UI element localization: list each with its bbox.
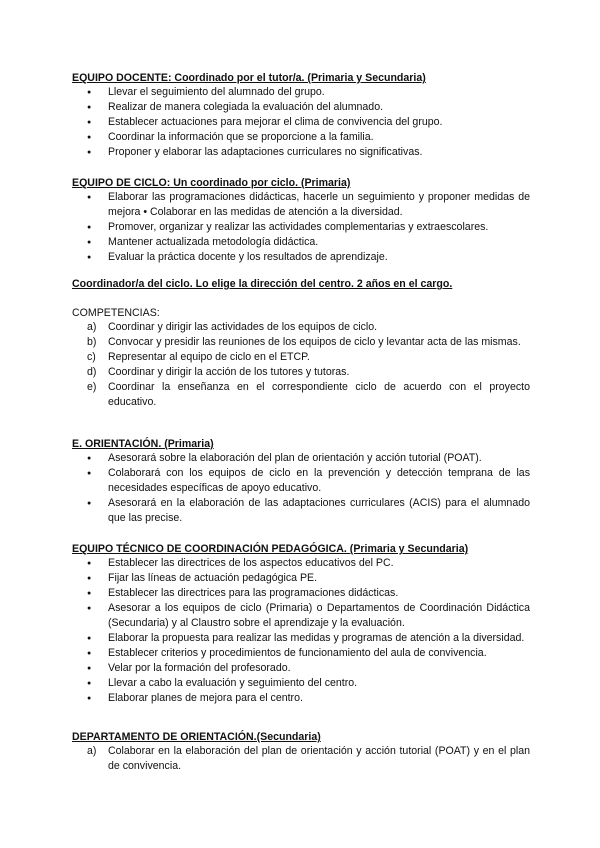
competencias-label: COMPETENCIAS: xyxy=(72,307,160,319)
list-item: ● Fijar las líneas de actuación pedagógica PE. xyxy=(72,571,530,586)
list-marker: d) xyxy=(87,366,97,378)
list-item: ● Elaborar la propuesta para realizar las medidas y programas de atención a la diversidad. xyxy=(72,631,530,646)
list-item: ● Asesorar a los equipos de ciclo (Primaria) o Departamentos de Coordinación Didáctica (Secundaria) y al Claustro sobre el aprendizaje y la evaluación. xyxy=(72,601,530,631)
list-item-text: Coordinar y dirigir la acción de los tutores y tutoras. xyxy=(108,366,350,378)
section-heading: EQUIPO DOCENTE: Coordinado por el tutor/a. (Primaria y Secundaria) xyxy=(72,72,426,84)
lettered-list xyxy=(72,320,530,410)
competencias-block xyxy=(72,306,530,410)
section-coordinador-ciclo xyxy=(72,277,530,291)
list-item: ● Mantener actualizada metodología didáctica. xyxy=(72,235,530,250)
section-heading: Coordinador/a del ciclo. Lo elige la dirección del centro. 2 años en el cargo. xyxy=(72,278,453,290)
bullet-list xyxy=(72,451,530,526)
section-heading: EQUIPO TÉCNICO DE COORDINACIÓN PEDAGÓGICA. (Primaria y Secundaria) xyxy=(72,543,469,555)
list-item xyxy=(72,335,530,350)
list-marker: c) xyxy=(87,351,96,363)
list-item: ● Promover, organizar y realizar las actividades complementarias y extraescolares. xyxy=(72,220,530,235)
section-etcp xyxy=(72,542,530,706)
list-item: ● Establecer las directrices de los aspectos educativos del PC. xyxy=(72,556,530,571)
list-item: ● Coordinar la información que se proporcione a la familia. xyxy=(72,130,530,145)
list-item: ● Llevar el seguimiento del alumnado del grupo. xyxy=(72,85,530,100)
list-item: ● Velar por la formación del profesorado. xyxy=(72,661,530,676)
list-item: ● Evaluar la práctica docente y los resultados de aprendizaje. xyxy=(72,250,530,265)
list-item xyxy=(72,380,530,410)
section-equipo-de-ciclo xyxy=(72,176,530,265)
list-item xyxy=(72,320,530,335)
list-item: ● Elaborar planes de mejora para el centro. xyxy=(72,691,530,706)
list-item-text: Convocar y presidir las reuniones de los equipos de ciclo y levantar acta de las mismas. xyxy=(108,336,521,348)
section-equipo-docente xyxy=(72,71,530,160)
list-item-text: Representar al equipo de ciclo en el ETCP. xyxy=(108,351,310,363)
list-item: ● Realizar de manera colegiada la evaluación del alumnado. xyxy=(72,100,530,115)
list-marker: a) xyxy=(87,745,97,757)
list-item-text: Coordinar y dirigir las actividades de los equipos de ciclo. xyxy=(108,321,378,333)
section-e-orientacion xyxy=(72,437,530,526)
section-heading: DEPARTAMENTO DE ORIENTACIÓN.(Secundaria) xyxy=(72,731,321,743)
list-item: ● Llevar a cabo la evaluación y seguimiento del centro. xyxy=(72,676,530,691)
list-item: ● Establecer las directrices para las programaciones didácticas. xyxy=(72,586,530,601)
list-item: ● Asesorará en la elaboración de las adaptaciones curriculares (ACIS) para el alumnado que las precise. xyxy=(72,496,530,526)
section-departamento-orientacion xyxy=(72,730,530,774)
list-item-text: Coordinar la enseñanza en el correspondiente ciclo de acuerdo con el proyecto educativo. xyxy=(108,381,530,408)
lettered-list xyxy=(72,744,530,774)
list-item xyxy=(72,365,530,380)
list-item: ● Colaborará con los equipos de ciclo en la prevención y detección temprana de las necesidades específicas de apoyo educativo. xyxy=(72,466,530,496)
list-marker: a) xyxy=(87,321,97,333)
list-marker: e) xyxy=(87,381,97,393)
list-item: ● Proponer y elaborar las adaptaciones curriculares no significativas. xyxy=(72,145,530,160)
list-item xyxy=(72,350,530,365)
bullet-list xyxy=(72,190,530,265)
list-item: ● Elaborar las programaciones didácticas, hacerle un seguimiento y proponer medidas de mejora • Colaborar en las medidas de atención a la diversidad. xyxy=(72,190,530,220)
section-heading: E. ORIENTACIÓN. (Primaria) xyxy=(72,438,214,450)
list-item xyxy=(72,744,530,774)
list-item: ● Establecer criterios y procedimientos de funcionamiento del aula de convivencia. xyxy=(72,646,530,661)
list-item-text: Colaborar en la elaboración del plan de orientación y acción tutorial (POAT) y en el plan de convivencia. xyxy=(108,745,530,772)
section-heading: EQUIPO DE CICLO: Un coordinado por ciclo. (Primaria) xyxy=(72,177,351,189)
list-item: ● Establecer actuaciones para mejorar el clima de convivencia del grupo. xyxy=(72,115,530,130)
bullet-list xyxy=(72,556,530,706)
list-item: ● Asesorará sobre la elaboración del plan de orientación y acción tutorial (POAT). xyxy=(72,451,530,466)
bullet-list xyxy=(72,85,530,160)
list-marker: b) xyxy=(87,336,97,348)
